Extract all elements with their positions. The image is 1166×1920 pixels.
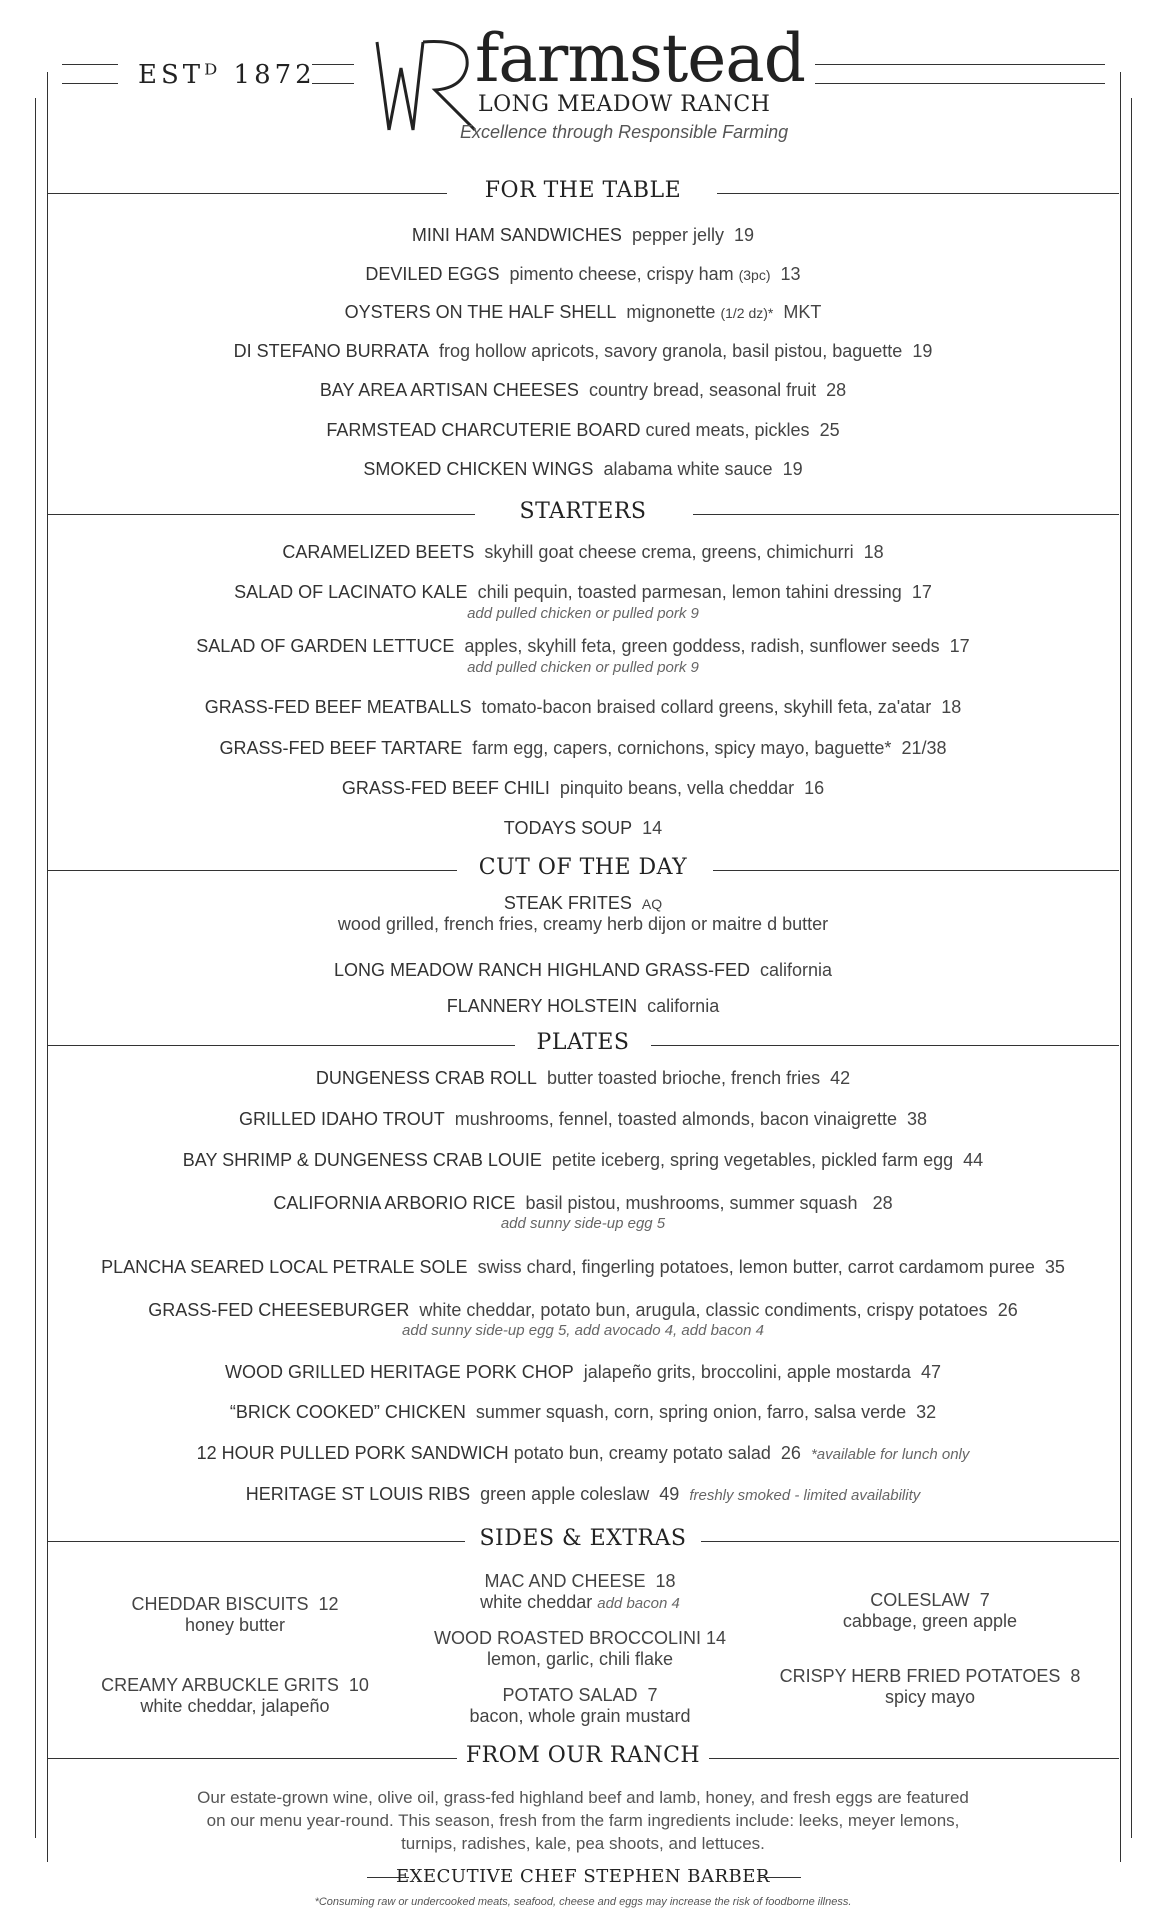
menu-item: 12 HOUR PULLED PORK SANDWICH potato bun, creamy potato salad 26 *available for lunch only [196, 1443, 970, 1463]
menu-item: PLANCHA SEARED LOCAL PETRALE SOLE swiss chard, fingerling potatoes, lemon butter, carrot cardamom puree 35 [101, 1257, 1065, 1277]
side-item: CREAMY ARBUCKLE GRITS 10 white cheddar, jalapeño [101, 1675, 369, 1716]
menu-item: DUNGENESS CRAB ROLL butter toasted brioche, french fries 42 [315, 1068, 851, 1088]
menu-item: BAY SHRIMP & DUNGENESS CRAB LOUIE petite iceberg, spring vegetables, pickled farm egg 44 [182, 1150, 984, 1170]
side-item: WOOD ROASTED BROCCOLINI 14 lemon, garlic, chili flake [433, 1628, 727, 1669]
decor-lines [312, 64, 354, 84]
section-title: FROM OUR RANCH [465, 1743, 701, 1768]
frame-outer-left [35, 98, 36, 1838]
brand-subtitle: LONG MEADOW RANCH [478, 92, 771, 117]
section-starters [47, 499, 1119, 529]
section-sides [47, 1526, 1119, 1556]
section-cut-of-the-day [47, 855, 1119, 885]
decor-lines [62, 64, 118, 84]
section-for-the-table [47, 178, 1119, 208]
menu-item: GRASS-FED BEEF CHILI pinquito beans, vella cheddar 16 [341, 778, 825, 798]
menu-item: CARAMELIZED BEETS skyhill goat cheese crema, greens, chimichurri 18 [282, 542, 884, 562]
side-item: CRISPY HERB FRIED POTATOES 8 spicy mayo [779, 1666, 1081, 1707]
item-note: add sunny side-up egg 5 [500, 1215, 666, 1232]
side-item: POTATO SALAD 7 bacon, whole grain mustard [469, 1685, 691, 1726]
item-description: wood grilled, french fries, creamy herb dijon or maitre d butter [337, 914, 829, 934]
foodborne-disclaimer: *Consuming raw or undercooked meats, seafood, cheese and eggs may increase the risk of foodborne illness. [314, 1896, 852, 1908]
section-title: FOR THE TABLE [484, 178, 682, 203]
section-title: SIDES & EXTRAS [479, 1526, 687, 1551]
menu-item: GRASS-FED CHEESEBURGER white cheddar, potato bun, arugula, classic condiments, crispy potatoes 26 [148, 1300, 1018, 1320]
menu-item: CALIFORNIA ARBORIO RICE basil pistou, mushrooms, summer squash 28 [273, 1193, 893, 1213]
section-plates [47, 1030, 1119, 1060]
brand-name: farmstead [475, 20, 805, 97]
menu-item: STEAK FRITES AQ [503, 893, 663, 913]
menu-item: “BRICK COOKED” CHICKEN summer squash, corn, spring onion, farro, salsa verde 32 [229, 1402, 937, 1422]
menu-item: SALAD OF LACINATO KALE chili pequin, toasted parmesan, lemon tahini dressing 17 [234, 582, 932, 602]
tagline: Excellence through Responsible Farming [460, 122, 789, 142]
section-from-our-ranch [47, 1743, 1119, 1773]
executive-chef [47, 1866, 1119, 1890]
menu-item: MINI HAM SANDWICHES pepper jelly 19 [411, 225, 755, 245]
item-note: add pulled chicken or pulled pork 9 [467, 605, 699, 622]
menu-item: TODAYS SOUP 14 [503, 818, 663, 838]
side-item: MAC AND CHEESE 18 white cheddar add bacon 4 [480, 1571, 680, 1612]
chef-name: EXECUTIVE CHEF STEPHEN BARBER [396, 1866, 770, 1887]
side-item: COLESLAW 7 cabbage, green apple [842, 1590, 1018, 1631]
ranch-paragraph: Our estate-grown wine, olive oil, grass-fed highland beef and lamb, honey, and fresh eggs are featured on our menu year-round. This season, fresh from the farm ingredients include: leeks, meyer lemons, turnips, radishes, kale, pea shoots, and lettuces. [197, 1788, 969, 1853]
lmr-logo-icon [375, 38, 485, 134]
item-note: add pulled chicken or pulled pork 9 [467, 659, 699, 676]
menu-item: SALAD OF GARDEN LETTUCE apples, skyhill feta, green goddess, radish, sunflower seeds 17 [196, 636, 970, 656]
side-item: CHEDDAR BISCUITS 12 honey butter [131, 1594, 339, 1635]
menu-item: WOOD GRILLED HERITAGE PORK CHOP jalapeño grits, broccolini, apple mostarda 47 [225, 1362, 941, 1382]
section-title: PLATES [536, 1030, 630, 1055]
menu-header [0, 0, 1166, 160]
decor-lines [815, 64, 1105, 84]
menu-item: GRASS-FED BEEF MEATBALLS tomato-bacon braised collard greens, skyhill feta, za'atar 18 [204, 697, 962, 717]
menu-item: LONG MEADOW RANCH HIGHLAND GRASS-FED california [333, 960, 833, 980]
section-title: CUT OF THE DAY [478, 855, 688, 880]
section-title: STARTERS [519, 499, 647, 524]
menu-item: GRASS-FED BEEF TARTARE farm egg, capers, cornichons, spicy mayo, baguette* 21/38 [219, 738, 947, 758]
menu-item: SMOKED CHICKEN WINGS alabama white sauce 19 [363, 459, 803, 479]
menu-item: DI STEFANO BURRATA frog hollow apricots, savory granola, basil pistou, baguette 19 [233, 341, 933, 361]
established-year: ESTᴰ 1872 [138, 60, 316, 90]
menu-item: DEVILED EGGS pimento cheese, crispy ham (3pc) 13 [365, 264, 801, 284]
frame-outer-right [1131, 98, 1132, 1838]
menu-item: BAY AREA ARTISAN CHEESES country bread, seasonal fruit 28 [319, 380, 847, 400]
menu-item: HERITAGE ST LOUIS RIBS green apple coleslaw 49 freshly smoked - limited availability [245, 1484, 921, 1504]
item-note: add sunny side-up egg 5, add avocado 4, add bacon 4 [402, 1322, 764, 1339]
menu-item: GRILLED IDAHO TROUT mushrooms, fennel, toasted almonds, bacon vinaigrette 38 [238, 1109, 927, 1129]
menu-item: FARMSTEAD CHARCUTERIE BOARD cured meats, pickles 25 [326, 420, 840, 440]
menu-item: FLANNERY HOLSTEIN california [446, 996, 720, 1016]
menu-item: OYSTERS ON THE HALF SHELL mignonette (1/2 dz)* MKT [344, 302, 822, 322]
